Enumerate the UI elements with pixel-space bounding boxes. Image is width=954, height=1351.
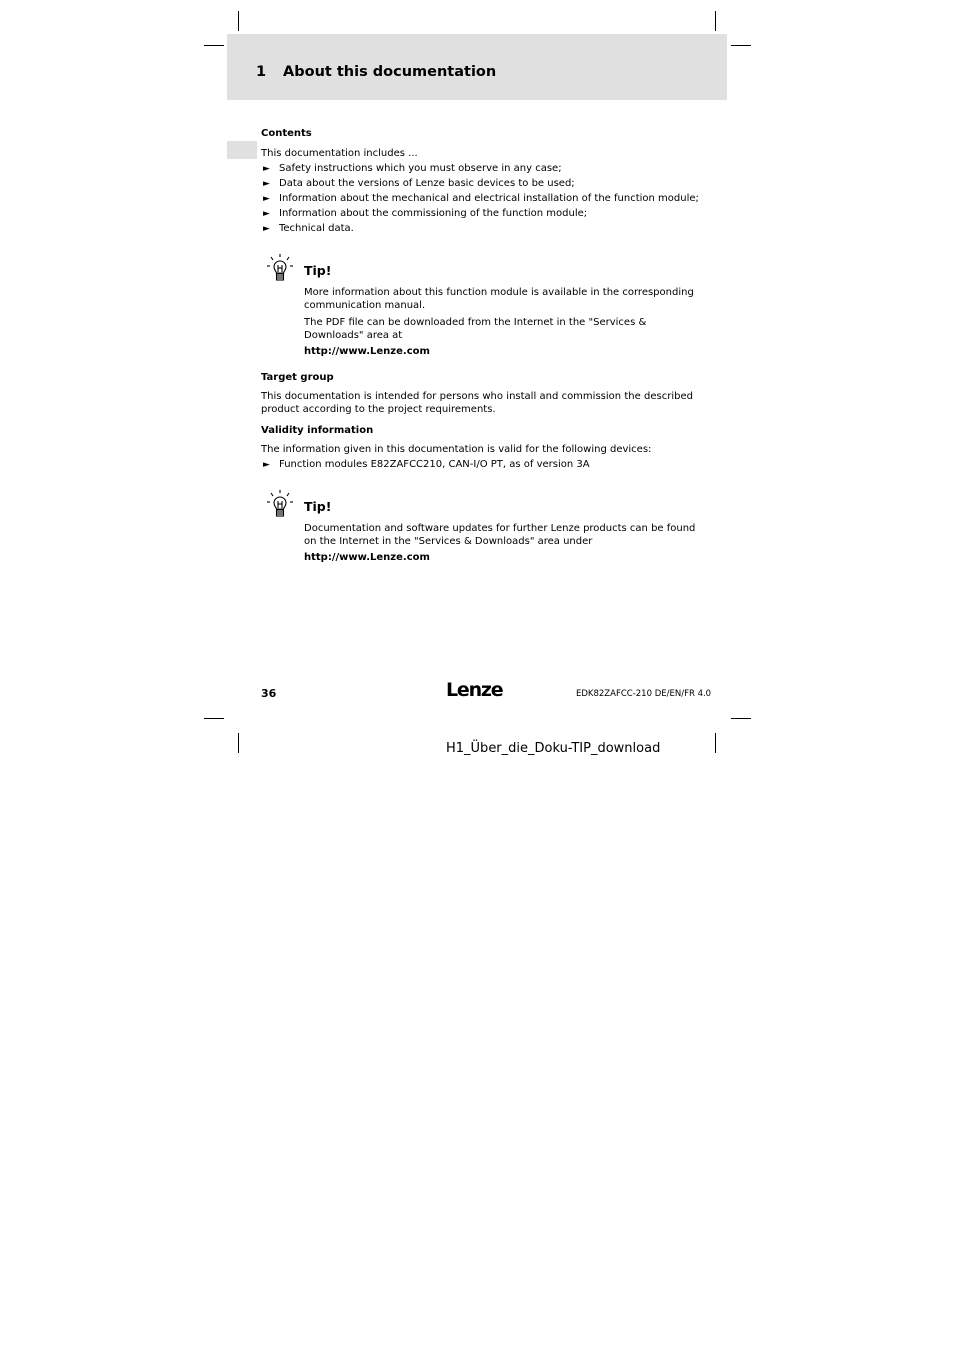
- tip-text: The PDF file can be downloaded from the Internet in the "Services &: [304, 317, 647, 328]
- lightbulb-icon: [265, 253, 295, 283]
- contents-heading: Contents: [261, 128, 312, 139]
- chapter-number: 1: [256, 64, 267, 80]
- validity-heading: Validity information: [261, 425, 374, 436]
- chapter-heading: [256, 64, 496, 80]
- crop-mark: [731, 718, 751, 719]
- lightbulb-icon: [265, 489, 295, 519]
- lenze-logo: Lenze: [446, 679, 503, 701]
- bullet-icon: ►: [263, 460, 270, 470]
- crop-mark: [731, 45, 751, 46]
- list-item: ► Information about the commissioning of the function module;: [263, 208, 588, 219]
- side-tab: [227, 141, 257, 159]
- target-group-text: This documentation is intended for persons who install and commission the described product according to the project requirements.: [261, 391, 693, 415]
- tip-label: Tip!: [304, 263, 332, 278]
- list-item: ► Information about the mechanical and electrical installation of the function module;: [263, 193, 699, 204]
- page-number: 36: [261, 687, 277, 700]
- tip-text: Documentation and software updates for further Lenze products can be found: [304, 523, 696, 534]
- list-item: ► Data about the versions of Lenze basic devices to be used;: [263, 178, 575, 189]
- crop-mark: [204, 45, 224, 46]
- tip-text: on the Internet in the "Services & Downloads" area under: [304, 536, 593, 547]
- lenze-link[interactable]: http://www.Lenze.com: [304, 552, 430, 563]
- tip-text: communication manual.: [304, 300, 426, 311]
- bullet-icon: ►: [263, 179, 270, 189]
- list-item: ► Function modules E82ZAFCC210, CAN-I/O PT, as of version 3A: [263, 459, 590, 470]
- bullet-icon: ►: [263, 224, 270, 234]
- tip-text: Downloads" area at: [304, 330, 403, 341]
- chapter-title: About this documentation: [283, 64, 497, 80]
- tip-text: More information about this function module is available in the corresponding: [304, 287, 694, 298]
- bullet-icon: ►: [263, 164, 270, 174]
- tip-label: Tip!: [304, 499, 332, 514]
- validity-text: The information given in this documentation is valid for the following devices:: [261, 444, 652, 455]
- list-item: ► Technical data.: [263, 223, 354, 234]
- crop-mark: [715, 733, 716, 753]
- crop-mark: [715, 11, 716, 31]
- target-group-heading: Target group: [261, 372, 334, 383]
- crop-mark: [238, 733, 239, 753]
- lenze-link[interactable]: http://www.Lenze.com: [304, 346, 430, 357]
- crop-mark: [238, 11, 239, 31]
- doc-reference: EDK82ZAFCC-210 DE/EN/FR 4.0: [576, 689, 712, 699]
- crop-mark: [204, 718, 224, 719]
- list-item: ► Safety instructions which you must observe in any case;: [263, 163, 562, 174]
- bullet-icon: ►: [263, 209, 270, 219]
- contents-intro: This documentation includes ...: [261, 148, 418, 159]
- bullet-icon: ►: [263, 194, 270, 204]
- footer-tag: H1_Über_die_Doku-TIP_download: [446, 741, 661, 756]
